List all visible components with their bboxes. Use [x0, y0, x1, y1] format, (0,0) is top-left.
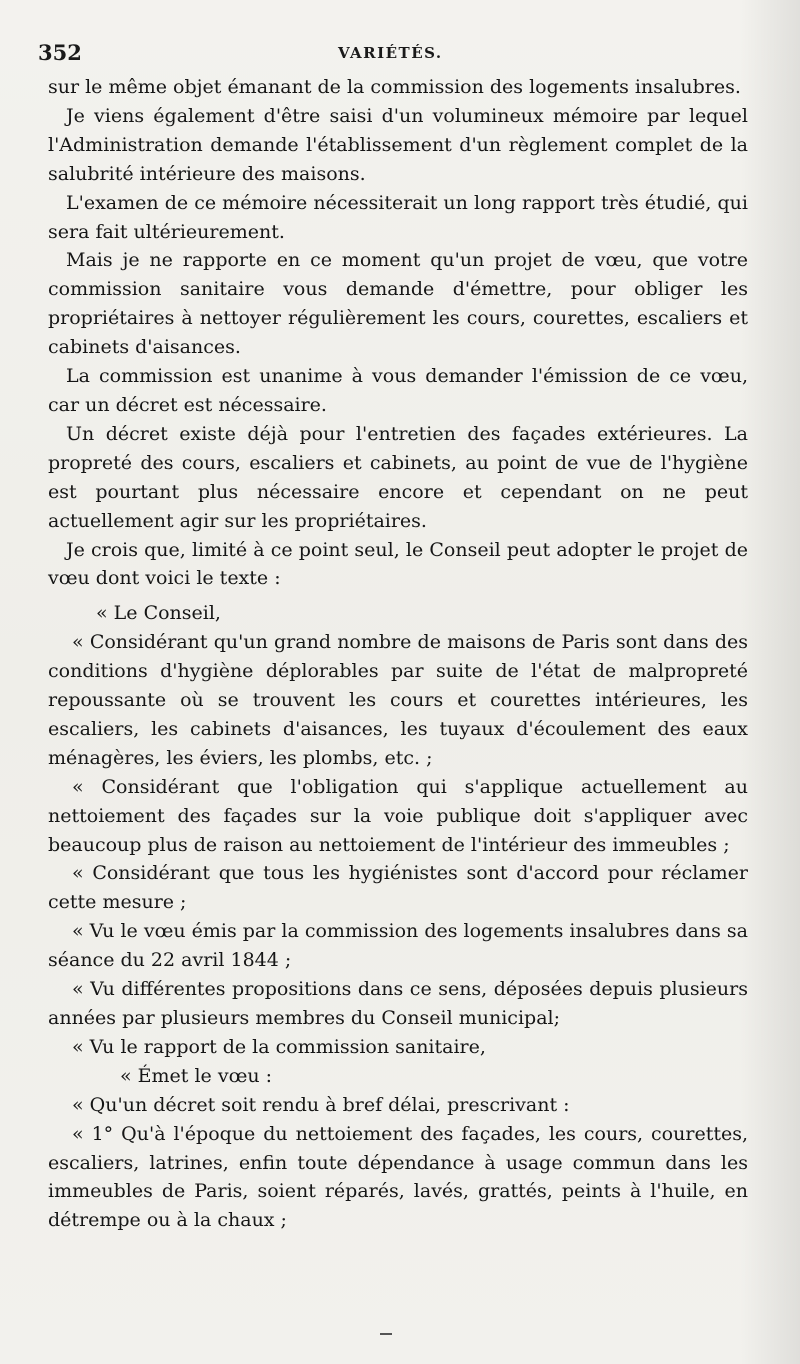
quote-vu-1: « Vu le vœu émis par la commission des logements insalubres dans sa séance du 22 avril 1844 ; — [48, 920, 748, 972]
paragraph-1: sur le même objet émanant de la commission des logements insalubres. — [48, 76, 741, 98]
body-text — [48, 73, 748, 1235]
quote-emet: « Émet le vœu : — [120, 1064, 273, 1087]
page-number: 352 — [38, 40, 82, 65]
quote-article-1: « 1° Qu'à l'époque du nettoiement des façades, les cours, courettes, escaliers, latrines, enfin toute dépendance à usage commun dans les immeubles de Paris, soient réparés, lavés, grattés, peints à l'huile, en détrempe ou à la chaux ; — [48, 1122, 748, 1232]
quote-vu-3: « Vu le rapport de la commission sanitaire, — [72, 1035, 486, 1058]
quote-conseil: « Le Conseil, — [96, 602, 221, 625]
paragraph-7: Je crois que, limité à ce point seul, le Conseil peut adopter le projet de vœu dont voici le texte : — [48, 538, 748, 590]
quote-vu-2: « Vu différentes propositions dans ce sens, déposées depuis plusieurs années par plusieurs membres du Conseil municipal; — [48, 978, 748, 1029]
running-head: VARIÉTÉS. — [338, 44, 443, 62]
paragraph-6: Un décret existe déjà pour l'entretien des façades extérieures. La propreté des cours, escaliers et cabinets, au point de vue de l'hygiène est pourtant plus nécessaire encore et cependant on ne peut actuellement agir sur les propriétaires. — [48, 422, 748, 532]
paragraph-3: L'examen de ce mémoire nécessiterait un long rapport très étudié, qui sera fait ultérieurement. — [48, 191, 748, 243]
paragraph-4: Mais je ne rapporte en ce moment qu'un projet de vœu, que votre commission sanitaire vous demande d'émettre, pour obliger les propriétaires à nettoyer régulièrement les cours, courettes, escaliers et cabinets d'aisances. — [48, 249, 748, 359]
quote-considerant-1: « Considérant qu'un grand nombre de maisons de Paris sont dans des conditions d'hygiène déplorables par suite de l'état de malpropreté repoussante où se trouvent les cours et courettes intérieures, les escaliers, les cabinets d'aisances, les tuyaux d'écoulement des eaux ménagères, les éviers, les plombs, etc. ; — [48, 631, 748, 769]
quote-considerant-2: « Considérant que l'obligation qui s'applique actuellement au nettoiement des façades sur la voie publique doit s'appliquer avec beaucoup plus de raison au nettoiement de l'intérieur des immeubles ; — [48, 775, 748, 856]
quote-decret: « Qu'un décret soit rendu à bref délai, prescrivant : — [72, 1093, 570, 1116]
paragraph-5: La commission est unanime à vous demander l'émission de ce vœu, car un décret est nécessaire. — [48, 365, 748, 416]
page-bottom-mark — [380, 1333, 392, 1335]
page-header — [38, 40, 748, 70]
quote-considerant-3: « Considérant que tous les hygiénistes sont d'accord pour réclamer cette mesure ; — [48, 862, 748, 914]
paragraph-2: Je viens également d'être saisi d'un volumineux mémoire par lequel l'Administration demande l'établissement d'un règlement complet de la salubrité intérieure des maisons. — [48, 104, 748, 185]
